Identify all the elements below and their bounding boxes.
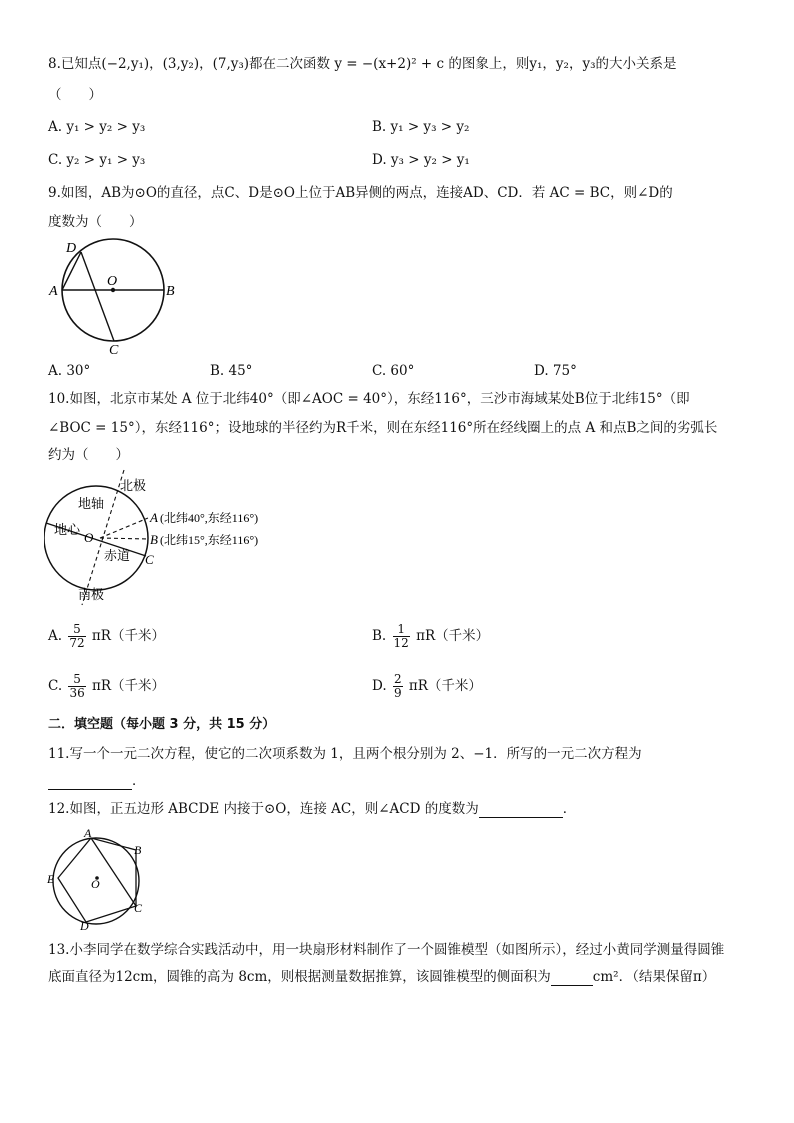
q10-label-c: C [145,552,154,567]
q10-stem-2: ∠BOC = 15°），东经116°；设地球的半径约为R千米，则在东经116°所在经线圈上的点 A 和点B之间的劣弧长 [48,420,718,436]
q13-stem-row-2 [48,968,715,986]
q10-label-o: O [84,530,94,545]
q10-option-b-num: 1 [393,623,410,637]
q10-option-b[interactable] [372,623,489,650]
q10-label-north: 北极 [120,478,147,493]
q9-circle-diagram [44,238,194,358]
q10-option-b-suffix: πR（千米） [416,628,490,644]
q10-label-a: A [150,510,158,525]
q10-oa-line [100,518,148,538]
q10-option-a[interactable] [48,623,165,650]
q12-answer-blank[interactable] [479,801,563,818]
q13-stem-2-end: cm²．（结果保留π） [592,969,716,985]
q10-option-b-fraction [393,623,410,650]
q10-option-d-prefix: D. [372,678,387,694]
q10-option-d-suffix: πR（千米） [408,678,482,694]
q10-label-b-info: (北纬15°,东经116°) [160,533,259,547]
section-2-heading: 二．填空题（每小题 3 分，共 15 分） [48,717,276,732]
q10-label-a-info: (北纬40°,东经116°) [160,511,259,525]
q10-option-c-den: 36 [69,686,85,700]
q12-label-d: D [80,919,89,933]
q11-stem: 11.写一个一元二次方程，使它的二次项系数为 1，且两个根分别为 2、−1．所写的一元二次方程为 [48,746,642,762]
q9-option-a[interactable]: A. 30° [48,363,91,379]
q10-option-d-fraction [393,673,403,700]
q8-stem: 8.已知点(−2,y₁)，(3,y₂)，(7,y₃)都在二次函数 y = −(x+2)² + c 的图象上，则y₁，y₂，y₃的大小关系是 [48,56,677,72]
q10-option-a-suffix: πR（千米） [91,628,165,644]
q10-ob-line [100,538,149,539]
q13-stem: 13.小李同学在数学综合实践活动中，用一块扇形材料制作了一个圆锥模型（如图所示），经过小黄同学测量得圆锥 [48,942,725,958]
q12-pentagon-diagram [44,826,154,934]
q10-option-c-num: 5 [68,673,85,687]
q8-option-b[interactable]: B. y₁ > y₃ > y₂ [372,119,470,135]
q9-option-c[interactable]: C. 60° [372,363,415,379]
q8-option-c[interactable]: C. y₂ > y₁ > y₃ [48,152,146,168]
q9-chord-dc [81,252,114,341]
q10-option-b-prefix: B. [372,628,387,644]
q8-paren: （ ） [48,87,102,103]
q9-stem: 9.如图，AB为⊙O的直径，点C、D是⊙O上位于AB异侧的两点，连接AD、CD．若 AC = BC，则∠D的 [48,185,673,201]
q10-stem: 10.如图，北京市某处 A 位于北纬40°（即∠AOC = 40°），东经116°，三沙市海域某处B位于北纬15°（即 [48,391,690,407]
q12-end: ． [562,801,577,817]
q10-option-d-num: 2 [393,672,402,686]
q10-option-a-den: 72 [69,636,85,650]
q9-label-d: D [66,241,77,256]
q10-option-c-fraction [68,673,85,700]
q13-stem-2: 底面直径为12cm，圆锥的高为 8cm，则根据测量数据推算，该圆锥模型的侧面积为 [48,969,551,985]
q8-option-a[interactable]: A. y₁ > y₂ > y₃ [48,119,146,135]
q12-label-e: E [47,872,55,886]
q9-option-d[interactable]: D. 75° [534,363,577,379]
q9-stem-2: 度数为（ ） [48,214,143,230]
q12-label-c: C [134,901,143,915]
q9-option-b[interactable]: B. 45° [210,363,253,379]
q10-option-a-fraction [68,623,85,650]
q12-label-o: O [91,877,100,891]
q8-option-d[interactable]: D. y₃ > y₂ > y₁ [372,152,470,168]
q13-answer-blank[interactable] [551,969,593,986]
q10-option-c-prefix: C. [48,678,63,694]
q10-label-b: B [150,532,158,547]
q10-label-center: 地心 [54,522,81,537]
q9-label-c: C [109,343,119,358]
q10-label-equator: 赤道 [104,548,131,563]
q10-option-a-num: 5 [68,623,85,637]
q11-answer-blank[interactable] [48,773,132,790]
q12-label-b: B [134,843,142,857]
q10-stem-3: 约为（ ） [48,447,129,463]
q10-option-c-suffix: πR（千米） [92,678,166,694]
q10-option-c[interactable] [48,673,165,700]
q10-option-d[interactable] [372,673,482,700]
q9-label-a: A [49,284,58,299]
q10-label-axis: 地轴 [78,496,105,511]
q9-label-o: O [107,274,118,289]
q10-option-d-den: 9 [393,686,402,700]
q11-answer-row [48,772,146,790]
q10-option-a-prefix: A. [48,628,63,644]
q10-label-south: 南极 [78,587,105,602]
q11-end: ． [132,773,146,789]
q12-stem: 12.如图，正五边形 ABCDE 内接于⊙O，连接 AC，则∠ACD 的度数为 [48,801,479,817]
q10-option-b-den: 12 [393,636,409,650]
q9-label-b: B [166,284,175,299]
q10-earth-diagram [44,468,294,608]
q12-label-a: A [84,826,92,840]
q12-stem-row [48,800,576,818]
